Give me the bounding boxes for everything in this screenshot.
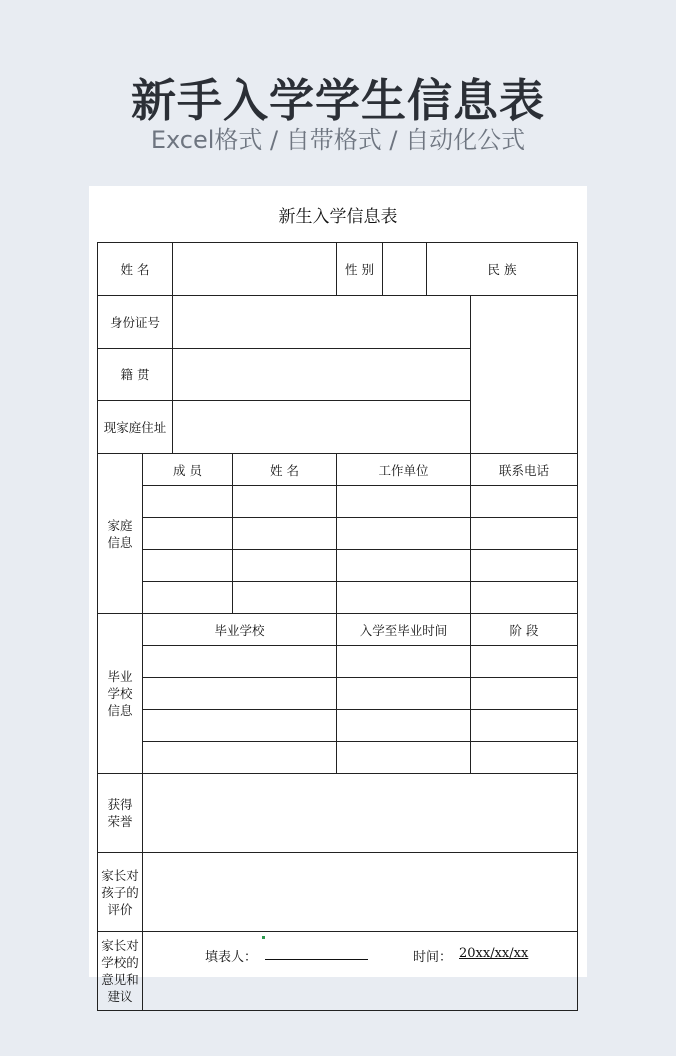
- school-period-cell[interactable]: [337, 678, 471, 710]
- student-info-table: [97, 242, 578, 1011]
- time-label: 时间：: [413, 950, 453, 965]
- family-phone-cell[interactable]: [471, 550, 578, 582]
- school-name-cell[interactable]: [143, 646, 337, 678]
- name-field[interactable]: [173, 243, 337, 296]
- parent-opinion-line: 家长对: [101, 938, 139, 953]
- address-label: 现家庭住址: [98, 401, 173, 454]
- parent-opinion-line: 学校的: [101, 955, 139, 970]
- family-section-label: [98, 454, 143, 614]
- family-phone-cell[interactable]: [471, 582, 578, 614]
- id-number-field[interactable]: [173, 295, 471, 348]
- promo-subtitle: Excel格式 / 自带格式 / 自动化公式: [150, 126, 526, 154]
- school-section-line: 信息: [107, 703, 133, 718]
- address-field[interactable]: [173, 401, 471, 454]
- filler-signature-line[interactable]: [265, 959, 368, 960]
- parent-evaluation-field[interactable]: [143, 853, 578, 932]
- family-phone-cell[interactable]: [471, 518, 578, 550]
- family-member-cell[interactable]: [143, 518, 233, 550]
- parent-opinion-line: 建议: [107, 989, 133, 1004]
- name-label: 姓 名: [98, 243, 173, 296]
- time-value[interactable]: 20xx/xx/xx: [459, 946, 529, 961]
- filler-label: 填表人：: [205, 950, 258, 965]
- family-name-cell[interactable]: [233, 550, 337, 582]
- school-stage-cell[interactable]: [471, 710, 578, 742]
- native-place-field[interactable]: [173, 348, 471, 401]
- cell-comment-marker: [262, 936, 265, 939]
- promo-title: 新手入学学生信息表: [130, 74, 545, 127]
- school-name-cell[interactable]: [143, 678, 337, 710]
- school-period-cell[interactable]: [337, 710, 471, 742]
- form-sheet: [89, 186, 587, 1004]
- family-workplace-cell[interactable]: [337, 486, 471, 518]
- school-header-period: 入学至毕业时间: [337, 614, 471, 646]
- family-name-cell[interactable]: [233, 518, 337, 550]
- family-member-cell[interactable]: [143, 550, 233, 582]
- school-stage-cell[interactable]: [471, 646, 578, 678]
- family-header-workplace: 工作单位: [337, 454, 471, 486]
- honors-label: [98, 774, 143, 853]
- school-section-label: [98, 614, 143, 774]
- honors-label-line: 荣誉: [107, 814, 133, 829]
- family-header-name: 姓 名: [233, 454, 337, 486]
- parent-eval-line: 家长对: [101, 867, 139, 883]
- family-workplace-cell[interactable]: [337, 582, 471, 614]
- school-period-cell[interactable]: [337, 742, 471, 774]
- form-title: 新生入学信息表: [278, 207, 398, 227]
- parent-evaluation-label: [98, 853, 143, 932]
- school-stage-cell[interactable]: [471, 742, 578, 774]
- id-number-label: 身份证号: [98, 295, 173, 348]
- parent-opinion-label: [98, 932, 143, 1011]
- family-name-cell[interactable]: [233, 582, 337, 614]
- school-header-stage: 阶 段: [471, 614, 578, 646]
- family-phone-cell[interactable]: [471, 486, 578, 518]
- family-section-line: 家庭: [107, 517, 133, 533]
- family-member-cell[interactable]: [143, 486, 233, 518]
- parent-opinion-field[interactable]: [143, 932, 578, 1011]
- parent-eval-line: 评价: [107, 901, 133, 917]
- family-header-phone: 联系电话: [471, 454, 578, 486]
- honors-label-line: 获得: [107, 797, 133, 812]
- school-section-line: 毕业: [107, 669, 133, 684]
- gender-label: 性 别: [337, 243, 383, 296]
- family-header-member: 成 员: [143, 454, 233, 486]
- family-name-cell[interactable]: [233, 486, 337, 518]
- school-period-cell[interactable]: [337, 646, 471, 678]
- school-name-cell[interactable]: [143, 742, 337, 774]
- family-section-line: 信息: [107, 534, 133, 550]
- native-place-label: 籍 贯: [98, 348, 173, 401]
- parent-opinion-line: 意见和: [101, 972, 139, 987]
- ethnicity-label: 民 族: [427, 243, 578, 296]
- school-stage-cell[interactable]: [471, 678, 578, 710]
- school-header-name: 毕业学校: [143, 614, 337, 646]
- family-member-cell[interactable]: [143, 582, 233, 614]
- gender-field[interactable]: [383, 243, 427, 296]
- school-section-line: 学校: [107, 686, 133, 701]
- family-workplace-cell[interactable]: [337, 518, 471, 550]
- school-name-cell[interactable]: [143, 710, 337, 742]
- parent-eval-line: 孩子的: [101, 884, 139, 900]
- honors-field[interactable]: [143, 774, 578, 853]
- family-workplace-cell[interactable]: [337, 550, 471, 582]
